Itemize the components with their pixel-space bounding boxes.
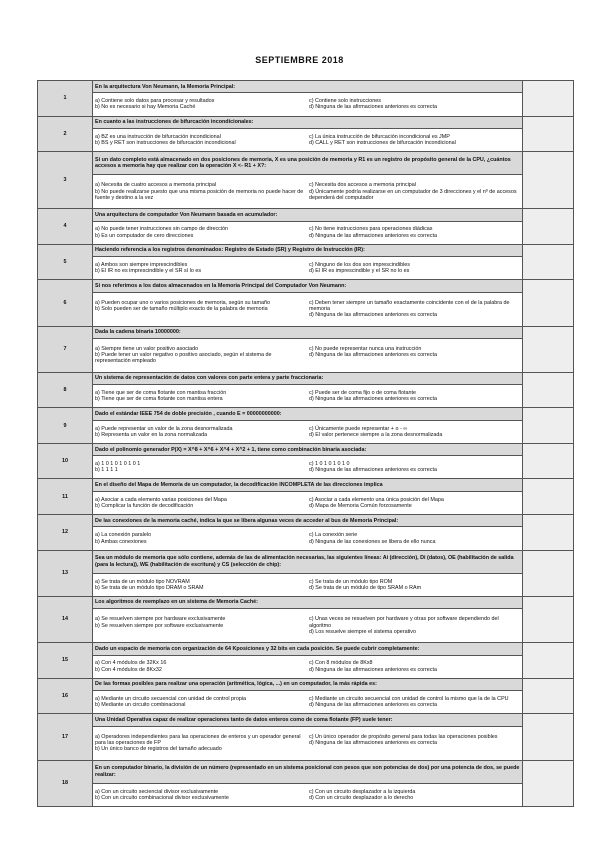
- option-a: a) Ambos son siempre imprescindibles: [95, 261, 188, 268]
- question-number: 14: [38, 596, 93, 642]
- page-title: SEPTIEMBRE 2018: [255, 55, 344, 65]
- option-b: b) No puede realizarse puesto que una misma posición de memoria no puede hacer de fuente y destino a la vez: [95, 188, 304, 201]
- options-column: [309, 696, 520, 708]
- option-d: d) Mapa de Memoria Común forzosamente: [309, 502, 412, 509]
- option-d: d) Ninguna de las afirmaciones anteriores es correcta: [309, 702, 437, 709]
- answer-box[interactable]: [523, 372, 574, 408]
- question-text: Haciendo referencia a los registros denominados: Registro de Estado (SR) y Registro de Instrucción (IR):: [93, 244, 523, 256]
- option-b: b) Ambas conexiones: [95, 538, 147, 545]
- option-c: c) Unas veces se resuelven por hardware y otras por software dependiendo del algoritmo: [309, 616, 499, 629]
- question-number: 11: [38, 479, 93, 515]
- question-header-row: [38, 550, 574, 573]
- options-cell: [93, 292, 523, 326]
- options-cell: [93, 385, 523, 408]
- options-column: [309, 390, 520, 402]
- options-column: [95, 300, 309, 319]
- question-text: Un sistema de representación de datos con valores con parte entera y parte fraccionaria:: [93, 372, 523, 384]
- option-a: a) Pueden ocupar uno o varios posiciones de memoria, según su tamaño: [95, 299, 271, 306]
- options-cell: [93, 527, 523, 550]
- options-column: [309, 262, 520, 274]
- question-options-row: [38, 420, 574, 443]
- options-grid: [95, 134, 520, 146]
- question-number: 12: [38, 515, 93, 551]
- option-b: b) Con un circuito combinacional divisor exclusivamente: [95, 794, 229, 801]
- options-column: [309, 346, 520, 365]
- option-c: c) Necesita dos accesos a memoria principal: [309, 182, 416, 189]
- question-text: Una Unidad Operativa capaz de realizar operaciones tanto de datos enteros como de coma flotante (FP) suele tener:: [93, 714, 523, 726]
- option-c: c) La conexión serie: [309, 532, 358, 539]
- question-text: Dada la cadena binaria 10000000:: [93, 326, 523, 338]
- options-cell: [93, 175, 523, 209]
- options-column: [309, 134, 520, 146]
- question-number: 15: [38, 643, 93, 679]
- options-column: [309, 182, 520, 201]
- question-text: De las formas posibles para realizar una operación (aritmética, lógica, ...) en un computador, la más rápida es:: [93, 678, 523, 690]
- options-grid: [95, 390, 520, 402]
- answer-box[interactable]: [523, 326, 574, 372]
- option-b: b) Se trata de un módulo tipo DRAM o SRAM: [95, 584, 204, 591]
- option-a: a) Siempre tiene un valor positivo asociado: [95, 346, 199, 353]
- option-d: d) Con un circuito desplazador a lo derecho: [309, 794, 414, 801]
- option-b: b) Tiene que ser de coma flotante con mantisa entera: [95, 396, 223, 403]
- options-grid: [95, 532, 520, 544]
- option-d: d) Ninguna de las afirmaciones anteriores es correcta: [309, 739, 437, 746]
- option-a: a) Se trata de un módulo tipo NOVRAM: [95, 578, 190, 585]
- options-grid: [95, 579, 520, 591]
- option-a: a) No puede tener instrucciones sin campo de dirección: [95, 226, 229, 233]
- option-d: d) El IR es imprescindible y el SR no lo es: [309, 268, 410, 275]
- answer-box[interactable]: [523, 596, 574, 642]
- option-a: a) 1 0 1 0 1 0 1 0 1: [95, 461, 141, 468]
- options-cell: [93, 93, 523, 116]
- answer-box[interactable]: [523, 116, 574, 152]
- question-number: 5: [38, 244, 93, 280]
- option-a: a) Puede representar un valor de la zona desnormalizada: [95, 425, 233, 432]
- options-grid: [95, 300, 520, 319]
- option-c: c) No tiene instrucciones para operaciones diádicas: [309, 226, 433, 233]
- question-number: 4: [38, 209, 93, 245]
- option-b: b) Complicar la función de decodificación: [95, 502, 194, 509]
- options-cell: [93, 726, 523, 760]
- options-column: [309, 616, 520, 635]
- question-text: En un computador binario, la división de un número (representado en un sistema posicional con pesos que son potencias de dos) por una potencia de dos, se puede realizar:: [93, 760, 523, 783]
- options-cell: [93, 609, 523, 643]
- option-c: c) La única instrucción de bifurcación incondicional es JMP: [309, 133, 450, 140]
- question-options-row: [38, 609, 574, 643]
- question-options-row: [38, 338, 574, 372]
- question-number: 9: [38, 408, 93, 444]
- question-header-row: [38, 678, 574, 690]
- option-a: a) Necesita de cuatro accesos a memoria principal: [95, 182, 217, 189]
- question-header-row: [38, 326, 574, 338]
- options-grid: [95, 616, 520, 635]
- question-text: De las conexiones de la memoria caché, indica la que se libera algunas veces de acceder al bus de Memoria Principal:: [93, 515, 523, 527]
- option-b: b) 1 1 1 1: [95, 467, 118, 474]
- question-header-row: [38, 596, 574, 608]
- option-d: d) El valor pertenece siempre a la zona desnormalizada: [309, 431, 443, 438]
- option-a: a) Se resuelven siempre por hardware exclusivamente: [95, 616, 226, 623]
- question-header-row: [38, 81, 574, 93]
- question-text: Los algoritmos de reemplazo en un sistema de Memoria Caché:: [93, 596, 523, 608]
- question-header-row: [38, 152, 574, 175]
- options-grid: [95, 346, 520, 365]
- question-options-row: [38, 221, 574, 244]
- question-header-row: [38, 443, 574, 455]
- option-d: d) Ninguna de las afirmaciones anteriores es correcta: [309, 666, 437, 673]
- option-d: d) Únicamente podría realizarse en un computador de 3 direcciones y el nº de accesos dependerá del computador: [309, 188, 517, 201]
- option-a: a) Tiene que ser de coma flotante con mantisa fracción: [95, 390, 227, 397]
- question-text: En cuanto a las instrucciones de bifurcación incondicionales:: [93, 116, 523, 128]
- question-options-row: [38, 783, 574, 806]
- question-options-row: [38, 726, 574, 760]
- question-text: Una arquitectura de computador Von Neumann basada en acumulador:: [93, 209, 523, 221]
- options-column: [309, 660, 520, 672]
- question-header-row: [38, 515, 574, 527]
- answer-box[interactable]: [523, 479, 574, 515]
- question-options-row: [38, 691, 574, 714]
- question-number: 16: [38, 678, 93, 714]
- option-d: d) Ninguna de las afirmaciones anteriores es correcta: [309, 352, 437, 359]
- answer-box[interactable]: [523, 714, 574, 760]
- option-c: c) No puede representar nunca una instrucción: [309, 346, 422, 353]
- options-cell: [93, 420, 523, 443]
- question-options-row: [38, 655, 574, 678]
- option-b: b) Con 4 módulos de 8Kx32: [95, 666, 162, 673]
- options-column: [309, 579, 520, 591]
- option-c: c) Un único operador de propósito general para todas las operaciones posibles: [309, 733, 498, 740]
- options-column: [309, 789, 520, 801]
- question-header-row: [38, 643, 574, 655]
- question-options-row: [38, 93, 574, 116]
- options-column: [309, 426, 520, 438]
- question-text: Sea un módulo de memoria que sólo contiene, además de las de alimentación necesarias, las siguientes líneas: Ai (dirección), Di (datos), OE (habilitación de salida (para la lectura)), WE (habilitación de escritura) y CS (selección de chip):: [93, 550, 523, 573]
- question-text: En el diseño del Mapa de Memoria de un computador, la decodificación INCOMPLETA de las direcciones implica: [93, 479, 523, 491]
- question-options-row: [38, 491, 574, 514]
- option-a: a) Con 4 módulos de 32Kx 16: [95, 660, 167, 667]
- question-header-row: [38, 372, 574, 384]
- option-c: c) 1 0 1 0 1 0 1 0: [309, 461, 350, 468]
- options-grid: [95, 461, 520, 473]
- options-column: [309, 532, 520, 544]
- option-b: b) Solo pueden ser de tamaño múltiplo exacto de la palabra de memoria: [95, 305, 268, 312]
- option-b: b) BS y RET son instrucciones de bifurcación incondicional: [95, 140, 236, 147]
- question-text: Dado el estándar IEEE 754 de doble precisión , cuando E = 00000000000:: [93, 408, 523, 420]
- option-c: c) Se trata de un módulo tipo ROM: [309, 578, 393, 585]
- option-b: b) Un único banco de registros del tamaño adecuado: [95, 746, 222, 753]
- option-d: d) Ninguna de las conexiones se libera de ello nunca: [309, 538, 436, 545]
- options-column: [95, 98, 309, 110]
- question-number: 2: [38, 116, 93, 152]
- options-cell: [93, 491, 523, 514]
- options-column: [95, 616, 309, 635]
- options-column: [95, 346, 309, 365]
- options-column: [95, 497, 309, 509]
- options-column: [95, 660, 309, 672]
- options-column: [95, 390, 309, 402]
- question-number: 8: [38, 372, 93, 408]
- answer-box[interactable]: [523, 760, 574, 806]
- answer-box[interactable]: [523, 550, 574, 596]
- question-options-row: [38, 456, 574, 479]
- option-c: c) Asociar a cada elemento una única posición del Mapa: [309, 496, 444, 503]
- question-number: 18: [38, 760, 93, 806]
- option-c: c) Mediante un circuito secuencial con unidad de control la mismo que la de la CPU: [309, 695, 509, 702]
- options-column: [309, 98, 520, 110]
- answer-box[interactable]: [523, 81, 574, 117]
- question-options-row: [38, 385, 574, 408]
- options-column: [95, 426, 309, 438]
- options-grid: [95, 696, 520, 708]
- options-column: [95, 226, 309, 238]
- options-grid: [95, 426, 520, 438]
- question-number: 6: [38, 280, 93, 326]
- options-cell: [93, 573, 523, 596]
- options-cell: [93, 221, 523, 244]
- options-grid: [95, 497, 520, 509]
- options-column: [309, 734, 520, 753]
- options-column: [309, 300, 520, 319]
- option-d: d) Ninguna de las afirmaciones anteriores es correcta: [309, 396, 437, 403]
- options-column: [95, 789, 309, 801]
- answer-box[interactable]: [523, 152, 574, 209]
- option-d: d) Ninguna de las afirmaciones anteriores es correcta: [309, 467, 437, 474]
- answer-box[interactable]: [523, 408, 574, 444]
- question-options-row: [38, 573, 574, 596]
- option-d: d) Los resuelve siempre el sistema operativo: [309, 628, 416, 635]
- options-cell: [93, 691, 523, 714]
- question-text: Dado el polinomio generador P(X) = X^8 + X^6 + X^4 + X^2 + 1, tiene como combinación binaria asociada:: [93, 443, 523, 455]
- question-header-row: [38, 116, 574, 128]
- answer-box[interactable]: [523, 678, 574, 714]
- options-grid: [95, 660, 520, 672]
- option-c: c) Puede ser de coma fijo o de coma flotante: [309, 390, 416, 397]
- options-column: [309, 461, 520, 473]
- options-grid: [95, 734, 520, 753]
- option-d: d) Ninguna de las afirmaciones anteriores es correcta: [309, 312, 437, 319]
- question-number: 10: [38, 443, 93, 479]
- option-d: d) Ninguna de las afirmaciones anteriores es correcta: [309, 232, 437, 239]
- question-header-row: [38, 244, 574, 256]
- option-c: c) Con un circuito desplazador a la izquierda: [309, 788, 416, 795]
- question-header-row: [38, 209, 574, 221]
- question-number: 1: [38, 81, 93, 117]
- option-c: c) Con 8 módulos de 8Kx8: [309, 660, 373, 667]
- options-column: [95, 579, 309, 591]
- answer-box[interactable]: [523, 515, 574, 551]
- options-grid: [95, 262, 520, 274]
- option-c: c) Contiene solo instrucciones: [309, 98, 381, 105]
- option-b: b) Se resuelven siempre por software exclusivamente: [95, 622, 224, 629]
- question-options-row: [38, 128, 574, 151]
- options-cell: [93, 257, 523, 280]
- option-a: a) BZ es una instrucción de bifurcación incondicional: [95, 133, 221, 140]
- question-text: En la arquitectura Von Neumann, la Memoria Principal:: [93, 81, 523, 93]
- question-text: Si un dato completo está almacenado en dos posiciones de memoria, X es una posición de memoria y R1 es un registro de propósito general de la CPU, ¿cuántos accesos a memoria hay que realizar con la operación X <- R1 + X?:: [93, 152, 523, 175]
- options-cell: [93, 783, 523, 806]
- question-options-row: [38, 527, 574, 550]
- option-d: d) CALL y RET son instrucciones de bifurcación incondicional: [309, 140, 456, 147]
- option-b: b) No es necesario si hay Memoria Caché: [95, 104, 196, 111]
- options-column: [95, 182, 309, 201]
- options-grid: [95, 226, 520, 238]
- option-d: d) Ninguna de las afirmaciones anteriores es correcta: [309, 104, 437, 111]
- options-column: [309, 497, 520, 509]
- answer-box[interactable]: [523, 643, 574, 679]
- option-d: d) Se trata de un módulo de tipo SRAM o RAm: [309, 584, 422, 591]
- question-text: Si nos referimos a los datos almacenados en la Memoria Principal del Computador Von Neumann:: [93, 280, 523, 292]
- option-b: b) Representa un valor en la zona normalizada: [95, 431, 208, 438]
- option-c: c) Deben tener siempre un tamaño exactamente coincidente con el de la palabra de memoria: [309, 299, 510, 312]
- options-column: [95, 532, 309, 544]
- question-header-row: [38, 280, 574, 292]
- question-options-row: [38, 175, 574, 209]
- option-a: a) La conexión paralelo: [95, 532, 152, 539]
- question-number: 17: [38, 714, 93, 760]
- option-a: a) Con un circuito seciencial divisor exclusivamente: [95, 788, 219, 795]
- exam-table: [37, 80, 574, 807]
- question-options-row: [38, 292, 574, 326]
- option-c: c) Únicamente puede representar + o - ∞: [309, 425, 408, 432]
- options-column: [95, 262, 309, 274]
- options-grid: [95, 98, 520, 110]
- options-cell: [93, 655, 523, 678]
- options-grid: [95, 789, 520, 801]
- options-grid: [95, 182, 520, 201]
- option-b: b) Puede tener un valor negativo o positivo asociado, según el sistema de representación empleado: [95, 352, 272, 365]
- options-cell: [93, 128, 523, 151]
- question-text: Dado un espacio de memoria con organización de 64 Kposiciones y 32 bits en cada posición. Se puede cubrir completamente:: [93, 643, 523, 655]
- options-cell: [93, 456, 523, 479]
- option-b: b) Mediante un circuito combinacional: [95, 702, 186, 709]
- options-column: [95, 461, 309, 473]
- question-number: 3: [38, 152, 93, 209]
- answer-box[interactable]: [523, 244, 574, 280]
- answer-box[interactable]: [523, 280, 574, 326]
- options-cell: [93, 338, 523, 372]
- question-number: 7: [38, 326, 93, 372]
- question-header-row: [38, 479, 574, 491]
- answer-box[interactable]: [523, 209, 574, 245]
- question-number: 13: [38, 550, 93, 596]
- options-column: [95, 134, 309, 146]
- option-c: c) Ninguno de los dos son imprescindibles: [309, 261, 410, 268]
- question-options-row: [38, 257, 574, 280]
- question-header-row: [38, 760, 574, 783]
- options-column: [95, 734, 309, 753]
- options-column: [309, 226, 520, 238]
- option-a: a) Contiene solo datos para procesar y resultados: [95, 98, 215, 105]
- option-b: b) Es un computador de cero direcciones: [95, 232, 194, 239]
- question-header-row: [38, 408, 574, 420]
- option-b: b) El IR no es imprescindible y el SR sí lo es: [95, 268, 202, 275]
- answer-box[interactable]: [523, 443, 574, 479]
- option-a: a) Operadores independientes para las operaciones de enteros y un operador general para las operaciones de FP: [95, 733, 301, 746]
- option-a: a) Asociar a cada elemento varias posiciones del Mapa: [95, 496, 227, 503]
- question-header-row: [38, 714, 574, 726]
- option-a: a) Mediante un circuito secuencial con unidad de control propia: [95, 695, 247, 702]
- options-column: [95, 696, 309, 708]
